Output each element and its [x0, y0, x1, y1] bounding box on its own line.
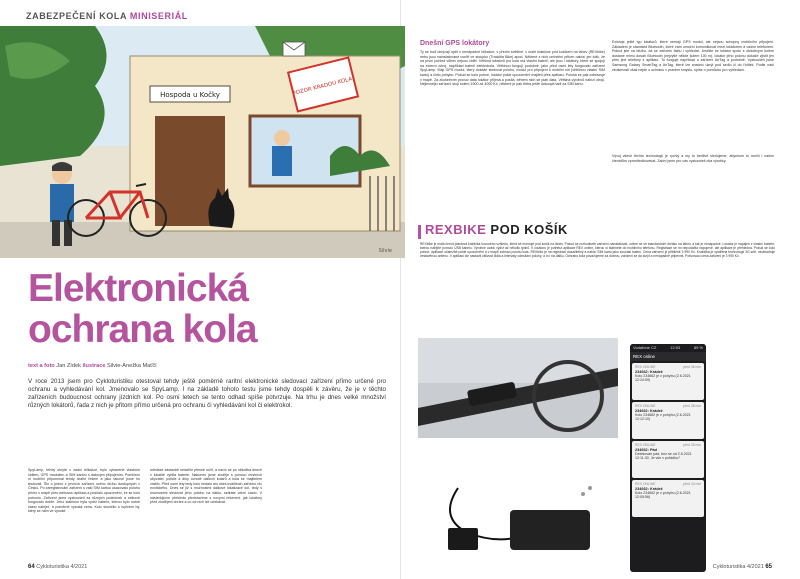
body-column-2: městské zástavbě nedařilo přesně určit, a navíc se po několika dnech v lokalitě vybila baterie. Nakonec jsme zloděje s pomocí místních obyvatel, policie a díky ochotě dalších kolařů a kola se majitelem vrátilo. Před osmi lety tedy kolo nedalo ani dnes kvalitních zařízení nic exotického. Dnes se již s možnostmi dálkové lokalizace kol, tedy s možnostmi sledovat jeho polohu na dálku, setkáte velmi často. V následujícím přehledu představíme s novými řešeními, jak lokátory před zlodějem chrání a co od nich lze očekávat.	[150, 468, 262, 505]
pub-sign-text: Hospoda u Kočky	[160, 91, 220, 99]
author-name: Jan Zídek	[56, 363, 81, 369]
illustrator-name: Silvie-Anežka Maťčí	[107, 363, 157, 369]
article-title	[28, 268, 257, 350]
body-column-1: SpyLamp, tehdy ukryté v zadní blikačce, bylo vybavené vlastním čidlem, GPS modulem a SIM kartou s datovým připojením. Pomlčení ní mobilní připomínal tehdy drahé řešení a jako takové jsme ho testovali. Šlo o jedno z prvních zařízení svého druhu dostupných v Česku. Po zaregistrování zařízení s vaší SIM kartou ukazovalo polohu přímo v mapě přes webovou aplikaci a posílalo upozornění, že se kolo pohnulo. Zařízení jsme vyzkoušeli za různých podmínek a celkově fungovalo dobře. Jeho slabinou byla výdrž baterie, kterou bylo nutné často nabíjet, a poměrně vysoká cena. Kolo skončilo s lupičem by, který se nám ve vysoké	[28, 468, 140, 514]
charger	[448, 528, 478, 550]
rexbike-text: REXbike je malá černá plastová krabička kovového vzhledu, která se montuje pod košík na láhev. Pokud se rozhodnete zařízení nainstalovat, ocitne se ve standardním držáku na láhev, a tak je nenápadné. Lokátor je napájen z vlastní baterie, kterou nabíjíte pomocí USB kabelu. Výrobce uvádí výdrž až několik týdnů. K lokátoru je potřeba aplikace REX online, kterou si stáhnete do mobilního telefonu. Registrace se mi nepodařila napoprvé, ale aplikace je přehledná. Pokud se kolo pohne, aplikace okamžitě pošle upozornění a v mapě zobrazí polohu kola. REXbike je na registraci dosažitelný a nabízí SIM kartu jako součást balení. Cena zařízení je přibližně 3 990 Kč. Krabička je opatřena technologií 3G sítě, neobsahuje vestavěnou anténu. V aplikaci lze nastavit citlivost čidla a intervaly odesílání polohy, a to i na dálku. Ochranu kola považujeme za dobrou, zařízení se dá skrýt a nenápadně připevnit. Pořizovací cena zařízení je 3 990 Kč.	[420, 242, 775, 259]
gps-subhead: Dnešní GPS lokátory	[420, 40, 490, 47]
notif-app: REX ONLINE	[635, 443, 656, 447]
notif-age: před 36 min	[683, 365, 701, 369]
notif-app: REX ONLINE	[635, 404, 656, 408]
rexbike-device-photo	[418, 448, 618, 566]
magazine-name-left: Cykloturistika 4/2021	[36, 564, 88, 570]
notif-body: Detekován pád, bez se od 2.6.2021 12:11:30. Je vše v pořádku?	[635, 452, 692, 461]
right-column-text: Existuje ještě typ lokátorů, které nemají GPS modul, ale nejsou schopny mobilního připojení. Základem je standard Bluetooth, které vám umožní komunikovat mezi lokátorem a vaším telefonem. Pokud jste na blízku, dá se zařízení faktu i vyhledat. Jestliže se lokátor spolu s obdobným kolem dostane mimo dosah Bluetooth (nejvýše někde kolem 100 m), lokátor jeho polohu dokáže zjistit jen přes jiné telefony s aplikací. To funguje například u zařízení AirTag a podobně. Vyzkoušeli jsme Samsung Galaxy SmartTag a AirTag, které lze snadno ukrýt pod sedlo či do řídítek. Podle naší zkušenosti však nejde o ochranu v pravém smyslu, spíše o pomůcku pro vyhledání.	[612, 40, 774, 72]
device-photo-svg	[418, 448, 618, 566]
magazine-name-right: Cykloturistika 4/2021	[712, 564, 764, 570]
notif-app: REX ONLINE	[635, 365, 656, 369]
notification[interactable]	[632, 363, 704, 400]
rexbike-title-rest: POD KOŠÍK	[490, 222, 568, 237]
rex-title-bar	[418, 225, 421, 239]
phone-status-bar	[630, 344, 706, 352]
article-credits	[28, 363, 157, 369]
notif-body: Kolo 234662 je v pohybu (2.6.2021 12:05:56)	[635, 491, 691, 500]
bike-theft-illustration	[0, 26, 405, 258]
rexbike-title	[425, 222, 568, 237]
notif-app: REX ONLINE	[635, 482, 656, 486]
notification[interactable]	[632, 402, 704, 439]
footer-left	[28, 564, 87, 570]
illustration-prefix: ilustrace	[82, 363, 106, 369]
notification[interactable]	[632, 480, 704, 517]
phone-screenshot	[630, 344, 706, 572]
right-column-text-2: Vývoj všech těchto technologií je rychlý a my to bedlivě sledujeme, abychom to mohli i naším čtenářům zprostředkovávat. Zatím jsme pro vás vyzkoušeli dva výrobky.	[612, 154, 774, 163]
section-label: ZABEZPEČENÍ KOLA	[26, 11, 127, 21]
footer-right	[713, 564, 772, 570]
page-number-right: 65	[765, 564, 772, 570]
gps-text: Ty se buď ukrývají opět v nenápadné blikačce, v přední světlině, v malé krabičce pod košíkem na láhev (REXbike) nebo jsou nainstalované uvnitř ve stoupku (Trackitia Bike) apod. Některé z nich umístění přitom nabízí jen tolik, že na první pohled vůbec nejsou vidět. Většina lokátorů pro kola má vlastní baterii, ale jsou i lokátory, které se spojují na externí zdroj, například baterii elektrokola. Většinou fungují podobně, jako před osmi lety fungovalo zařízení SpyLamp. Mají GPS modul, který dokáže sledovat polohu, modul pro připojení k mobilní síti (většinou vlastní SIM kartu) a čidlo pohybu. Pokud se kolo pohne, lokátor pošle upozornění majiteli přes aplikaci. Poloha se pak zobrazuje v mapě. Za zkušebním provoz data lokátor přijímá a posílá, během nich se platí data. Většina výrobců nabízí obojí. Nejlevnější zařízení stojí kolem 1500 až 4000 Kč, některé je pak třeba ještě dokoupit tarif za SIM kartu.	[420, 50, 605, 87]
notif-title: 234662: Krádež	[635, 370, 663, 374]
bike-bottle-cage-photo	[418, 338, 618, 438]
notif-body: Kolo 234662 je v pohybu (2.6.2021 12:24:59)	[635, 374, 691, 383]
notif-title: 234662: Krádež	[635, 487, 663, 491]
app-header: REX online	[630, 352, 706, 361]
notification[interactable]	[632, 441, 704, 478]
warning-sign-text: POZOR KRADOU KOLA!	[292, 75, 356, 98]
notif-body: Kolo 234662 je v pohybu (2.6.2021 12:12:10)	[635, 413, 691, 422]
rexbike-title-main: REXBIKE	[425, 222, 487, 237]
tracker-box	[510, 510, 590, 550]
subsection-label: MINISERIÁL	[129, 11, 188, 21]
notif-age: před 43 min	[683, 482, 701, 486]
page-number-left: 64	[28, 564, 35, 570]
credits-prefix: text a foto	[28, 363, 55, 369]
phone-time: 12:53	[670, 345, 681, 350]
illustration-signature: Silvie	[378, 248, 392, 254]
notif-title: 234662: Krádež	[635, 409, 663, 413]
notif-age: před 38 min	[683, 404, 701, 408]
bike-photo-svg	[418, 338, 618, 438]
title-line-1: Elektronická	[28, 267, 248, 310]
title-line-2: ochrana kola	[28, 308, 257, 351]
notif-age: před 39 min	[683, 443, 701, 447]
notif-title: 234662: Pád	[635, 448, 657, 452]
section-header	[26, 11, 188, 21]
illustration	[0, 26, 405, 258]
carrier: Vodafone CZ	[633, 345, 657, 350]
article-lead: V roce 2013 jsem pro Cykloturistiku otestoval tehdy ještě poměrně raritní elektronické sledovací zařízení přímo určené pro ochranu a vyhledávání kol. Jmenovalo se SpyLamp. I na základě tohoto testu jsme tehdy dospěli k závěru, že je v těchto zařízeních budoucnost ochrany jízdních kol. Po osmi letech se tento odhad spíše potvrzuje. Na trhu je dnes velké množství různých lokátorů, řada z nich je přitom přímo určená pro ochranu či vyhledávání kol či elektrokol.	[28, 378, 386, 409]
battery: 89 %	[693, 345, 703, 350]
